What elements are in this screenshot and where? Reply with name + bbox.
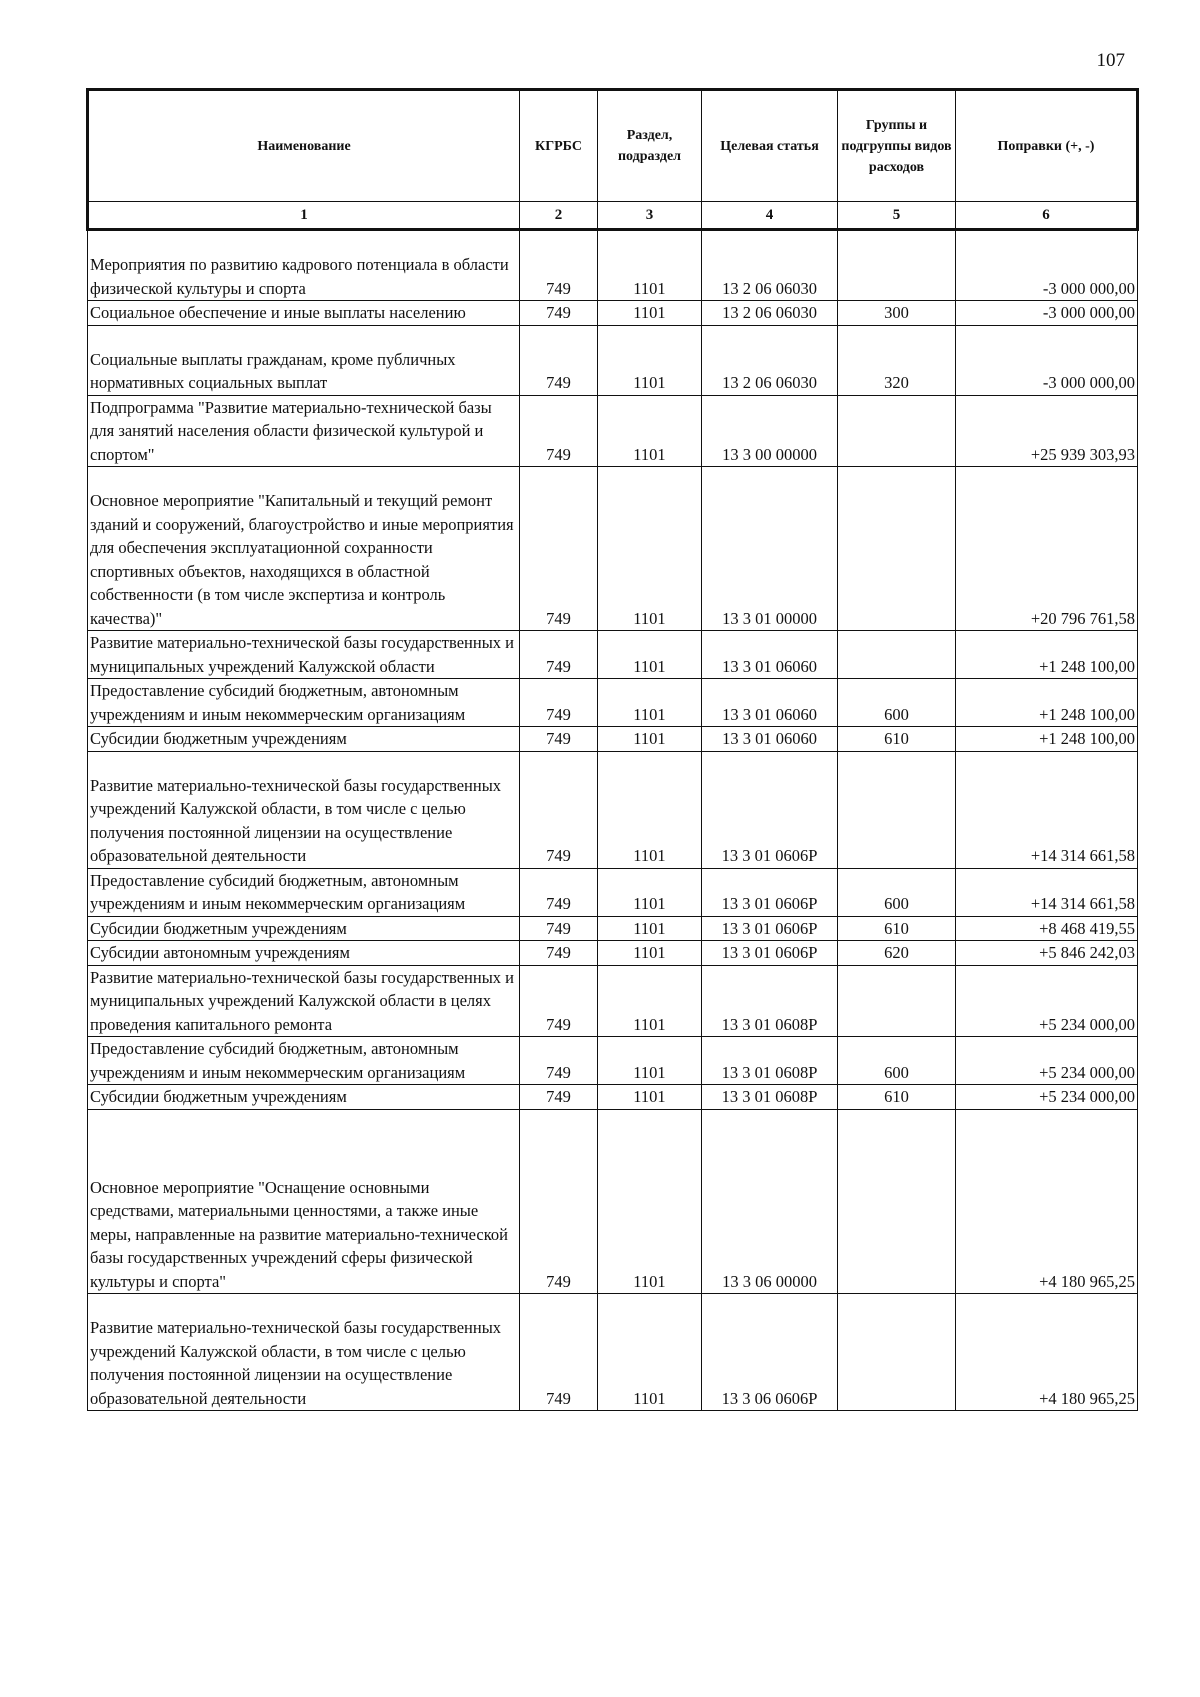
table-row [88, 1037, 1138, 1085]
row-section: 1101 [598, 751, 702, 868]
row-kgrbs: 749 [520, 395, 598, 467]
table-row [88, 631, 1138, 679]
row-target-article: 13 3 01 0606Р [702, 916, 838, 941]
row-section: 1101 [598, 1109, 702, 1294]
row-name: Развитие материально-технической базы государственных и муниципальных учреждений Калужской области в целях проведения капитального ремонта [88, 965, 520, 1037]
row-kgrbs: 749 [520, 751, 598, 868]
table-row [88, 230, 1138, 301]
table-row [88, 751, 1138, 868]
column-number: 6 [956, 202, 1138, 230]
row-target-article: 13 3 01 06060 [702, 631, 838, 679]
row-amount: +20 796 761,58 [956, 467, 1138, 631]
row-kgrbs: 749 [520, 1037, 598, 1085]
table-row [88, 301, 1138, 326]
row-target-article: 13 2 06 06030 [702, 301, 838, 326]
row-section: 1101 [598, 679, 702, 727]
column-number: 5 [838, 202, 956, 230]
row-expense-group: 600 [838, 679, 956, 727]
row-name: Субсидии бюджетным учреждениям [88, 916, 520, 941]
row-expense-group [838, 230, 956, 301]
header-groups: Группы и подгруппы видов расходов [838, 90, 956, 202]
row-expense-group [838, 1109, 956, 1294]
row-target-article: 13 3 01 0606Р [702, 941, 838, 966]
row-target-article: 13 3 00 00000 [702, 395, 838, 467]
row-name: Социальное обеспечение и иные выплаты населению [88, 301, 520, 326]
row-amount: +14 314 661,58 [956, 868, 1138, 916]
row-name: Основное мероприятие "Капитальный и текущий ремонт зданий и сооружений, благоустройство и иные мероприятия для обеспечения эксплуатационной сохранности спортивных объектов, находящихся в областной собственности (в том числе экспертиза и контроль качества)" [88, 467, 520, 631]
row-name: Предоставление субсидий бюджетным, автономным учреждениям и иным некоммерческим организациям [88, 1037, 520, 1085]
row-kgrbs: 749 [520, 868, 598, 916]
row-section: 1101 [598, 230, 702, 301]
row-amount: +4 180 965,25 [956, 1109, 1138, 1294]
row-amount: -3 000 000,00 [956, 325, 1138, 395]
row-expense-group: 600 [838, 1037, 956, 1085]
row-section: 1101 [598, 631, 702, 679]
table-row [88, 941, 1138, 966]
table-row [88, 965, 1138, 1037]
row-amount: +5 846 242,03 [956, 941, 1138, 966]
row-name: Предоставление субсидий бюджетным, автономным учреждениям и иным некоммерческим организациям [88, 679, 520, 727]
row-expense-group: 610 [838, 727, 956, 752]
row-section: 1101 [598, 1294, 702, 1411]
row-kgrbs: 749 [520, 1109, 598, 1294]
row-name: Развитие материально-технической базы государственных учреждений Калужской области, в том числе с целью получения постоянной лицензии на осуществление образовательной деятельности [88, 1294, 520, 1411]
column-number: 4 [702, 202, 838, 230]
table-row [88, 679, 1138, 727]
table-body [88, 230, 1138, 1411]
table-row [88, 395, 1138, 467]
table-row [88, 727, 1138, 752]
row-expense-group [838, 631, 956, 679]
row-section: 1101 [598, 965, 702, 1037]
row-target-article: 13 2 06 06030 [702, 230, 838, 301]
row-expense-group [838, 395, 956, 467]
row-section: 1101 [598, 467, 702, 631]
row-section: 1101 [598, 1037, 702, 1085]
row-kgrbs: 749 [520, 467, 598, 631]
row-amount: +1 248 100,00 [956, 727, 1138, 752]
row-amount: +1 248 100,00 [956, 679, 1138, 727]
row-name: Подпрограмма "Развитие материально-технической базы для занятий населения области физической культурой и спортом" [88, 395, 520, 467]
budget-amendments-table [86, 88, 1139, 1411]
row-amount: +5 234 000,00 [956, 1085, 1138, 1110]
row-target-article: 13 3 06 00000 [702, 1109, 838, 1294]
row-section: 1101 [598, 727, 702, 752]
row-target-article: 13 3 06 0606Р [702, 1294, 838, 1411]
row-expense-group: 610 [838, 1085, 956, 1110]
row-amount: +5 234 000,00 [956, 1037, 1138, 1085]
header-amount: Поправки (+, -) [956, 90, 1138, 202]
row-name: Развитие материально-технической базы государственных учреждений Калужской области, в том числе с целью получения постоянной лицензии на осуществление образовательной деятельности [88, 751, 520, 868]
row-name: Предоставление субсидий бюджетным, автономным учреждениям и иным некоммерческим организациям [88, 868, 520, 916]
row-kgrbs: 749 [520, 965, 598, 1037]
header-section: Раздел, подраздел [598, 90, 702, 202]
row-name: Развитие материально-технической базы государственных и муниципальных учреждений Калужской области [88, 631, 520, 679]
row-kgrbs: 749 [520, 1085, 598, 1110]
row-expense-group: 610 [838, 916, 956, 941]
row-name: Мероприятия по развитию кадрового потенциала в области физической культуры и спорта [88, 230, 520, 301]
table-row [88, 325, 1138, 395]
row-expense-group [838, 1294, 956, 1411]
row-expense-group: 320 [838, 325, 956, 395]
row-expense-group: 600 [838, 868, 956, 916]
row-name: Субсидии бюджетным учреждениям [88, 1085, 520, 1110]
row-kgrbs: 749 [520, 230, 598, 301]
row-target-article: 13 3 01 00000 [702, 467, 838, 631]
row-amount: -3 000 000,00 [956, 301, 1138, 326]
row-amount: +25 939 303,93 [956, 395, 1138, 467]
row-name: Субсидии бюджетным учреждениям [88, 727, 520, 752]
table-row [88, 467, 1138, 631]
row-kgrbs: 749 [520, 679, 598, 727]
row-name: Субсидии автономным учреждениям [88, 941, 520, 966]
row-amount: +1 248 100,00 [956, 631, 1138, 679]
header-name: Наименование [88, 90, 520, 202]
row-amount: +8 468 419,55 [956, 916, 1138, 941]
row-expense-group [838, 467, 956, 631]
row-amount: +14 314 661,58 [956, 751, 1138, 868]
row-kgrbs: 749 [520, 1294, 598, 1411]
row-section: 1101 [598, 916, 702, 941]
table-row [88, 1109, 1138, 1294]
row-amount: +4 180 965,25 [956, 1294, 1138, 1411]
row-name: Основное мероприятие "Оснащение основными средствами, материальными ценностями, а также иные меры, направленные на развитие материально-технической базы государственных учреждений сферы физической культуры и спорта" [88, 1109, 520, 1294]
row-amount: -3 000 000,00 [956, 230, 1138, 301]
row-kgrbs: 749 [520, 631, 598, 679]
row-section: 1101 [598, 395, 702, 467]
row-target-article: 13 3 01 0608Р [702, 1037, 838, 1085]
row-target-article: 13 3 01 0608Р [702, 1085, 838, 1110]
row-name: Социальные выплаты гражданам, кроме публичных нормативных социальных выплат [88, 325, 520, 395]
row-expense-group [838, 965, 956, 1037]
row-expense-group: 300 [838, 301, 956, 326]
column-number: 1 [88, 202, 520, 230]
row-section: 1101 [598, 941, 702, 966]
row-section: 1101 [598, 868, 702, 916]
header-kgrbs: КГРБС [520, 90, 598, 202]
row-target-article: 13 3 01 0606Р [702, 868, 838, 916]
row-kgrbs: 749 [520, 916, 598, 941]
column-number: 3 [598, 202, 702, 230]
header-target: Целевая статья [702, 90, 838, 202]
table-row [88, 916, 1138, 941]
table-row [88, 1294, 1138, 1411]
row-kgrbs: 749 [520, 941, 598, 966]
row-kgrbs: 749 [520, 325, 598, 395]
row-target-article: 13 3 01 06060 [702, 679, 838, 727]
table-row [88, 868, 1138, 916]
row-target-article: 13 3 01 0608Р [702, 965, 838, 1037]
row-target-article: 13 2 06 06030 [702, 325, 838, 395]
row-target-article: 13 3 01 0606Р [702, 751, 838, 868]
row-expense-group [838, 751, 956, 868]
row-target-article: 13 3 01 06060 [702, 727, 838, 752]
row-section: 1101 [598, 325, 702, 395]
page-number: 107 [1096, 50, 1125, 71]
row-kgrbs: 749 [520, 301, 598, 326]
row-kgrbs: 749 [520, 727, 598, 752]
table-row [88, 1085, 1138, 1110]
row-expense-group: 620 [838, 941, 956, 966]
column-number: 2 [520, 202, 598, 230]
row-section: 1101 [598, 301, 702, 326]
row-section: 1101 [598, 1085, 702, 1110]
row-amount: +5 234 000,00 [956, 965, 1138, 1037]
